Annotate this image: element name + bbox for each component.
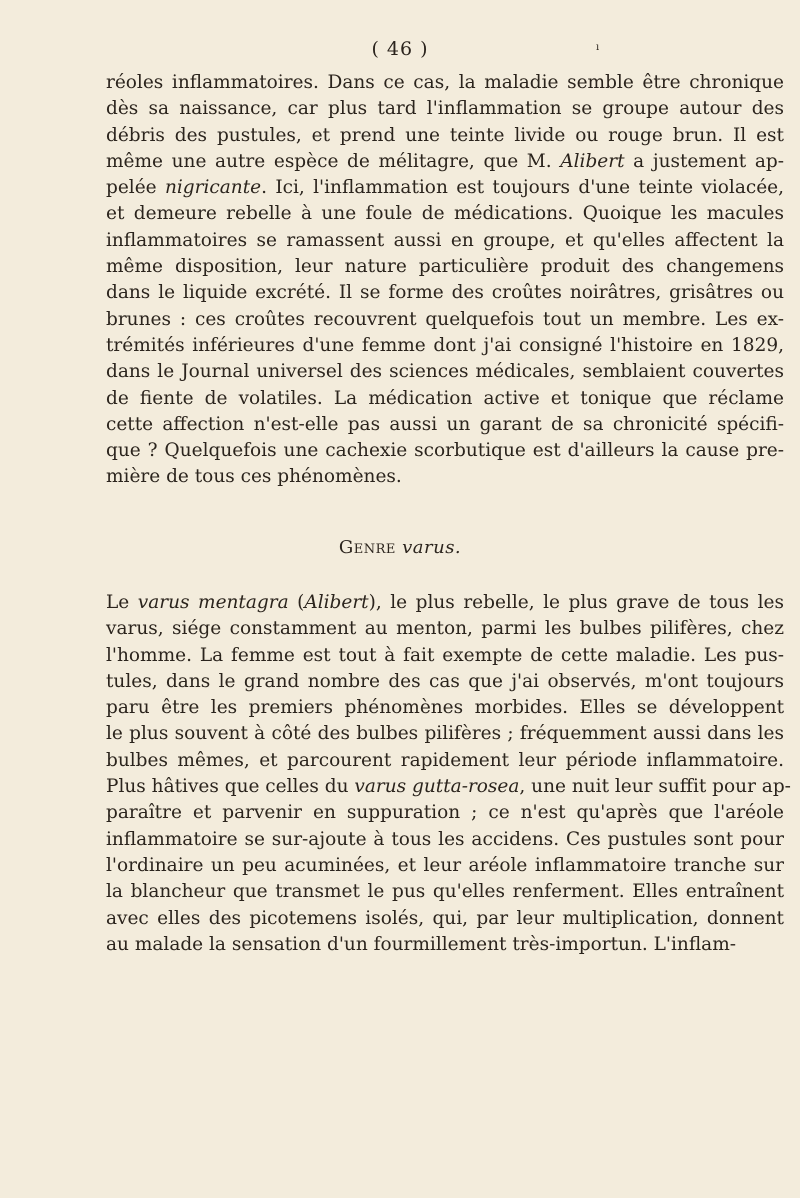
text-line: paru être les premiers phénomènes morbides. Elles se développent	[106, 697, 784, 719]
text-line: brunes : ces croûtes recouvrent quelquefois tout un membre. Les ex-	[106, 308, 784, 330]
heading-varus: varus.	[402, 537, 462, 558]
text-line: que ? Quelquefois une cachexie scorbutique est d'ailleurs la cause pre-	[106, 440, 784, 462]
section-heading-genre-varus	[0, 537, 800, 558]
text-line: inflammatoires se ramassent aussi en groupe, et qu'elles affectent la	[106, 229, 784, 251]
margin-mark: ı	[596, 42, 600, 53]
text-line: débris des pustules, et prend une teinte livide ou rouge brun. Il est	[106, 124, 784, 146]
text-line: de fiente de volatiles. La médication active et tonique que réclame	[106, 387, 784, 409]
text-line: réoles inflammatoires. Dans ce cas, la maladie semble être chronique	[106, 72, 784, 93]
text-line: varus, siége constamment au menton, parmi les bulbes pilifères, chez	[106, 618, 784, 640]
page-number: ( 46 )	[371, 38, 429, 60]
text-line: dès sa naissance, car plus tard l'inflammation se groupe autour des	[106, 98, 784, 120]
text-line: paraître et parvenir en suppuration ; ce n'est qu'après que l'aréole	[106, 802, 784, 824]
text-line: tules, dans le grand nombre des cas que j'ai observés, m'ont toujours	[106, 670, 784, 692]
text-line: avec elles des picotemens isolés, qui, par leur multiplication, donnent	[106, 907, 784, 929]
text-line: cette affection n'est-elle pas aussi un garant de sa chronicité spécifi-	[106, 413, 784, 435]
heading-genre: Genre	[338, 537, 396, 558]
text-line: Plus hâtives que celles du varus gutta-rosea, une nuit leur suffit pour ap-	[106, 776, 791, 798]
text-line: et demeure rebelle à une foule de médications. Quoique les macules	[106, 203, 784, 225]
text-line: bulbes mêmes, et parcourent rapidement leur période inflammatoire.	[106, 749, 784, 771]
text-line: pelée nigricante. Ici, l'inflammation est toujours d'une teinte violacée,	[106, 177, 784, 199]
text-line: même une autre espèce de mélitagre, que M. Alibert a justement ap-	[106, 150, 784, 172]
text-line: le plus souvent à côté des bulbes pilifères ; fréquemment aussi dans les	[106, 723, 784, 745]
text-line: la blancheur que transmet le pus qu'elles renferment. Elles entraînent	[106, 881, 784, 903]
paragraph-varus-mentagra	[106, 590, 791, 958]
text-line: l'ordinaire un peu acuminées, et leur aréole inflammatoire tranche sur	[106, 854, 784, 876]
text-line: au malade la sensation d'un fourmillement très-importun. L'inflam-	[106, 933, 736, 955]
text-line: trémités inférieures d'une femme dont j'ai consigné l'histoire en 1829,	[106, 334, 784, 356]
text-line: inflammatoire se sur-ajoute à tous les accidens. Ces pustules sont pour	[106, 828, 784, 850]
text-line: Le varus mentagra (Alibert), le plus rebelle, le plus grave de tous les	[106, 592, 784, 613]
text-line: dans le liquide excrété. Il se forme des croûtes noirâtres, grisâtres ou	[106, 282, 784, 304]
text-line: l'homme. La femme est tout à fait exempte de cette maladie. Les pus-	[106, 644, 784, 666]
paragraph-melitagre	[106, 70, 784, 491]
text-line: dans le Journal universel des sciences médicales, semblaient couvertes	[106, 361, 784, 383]
text-line: même disposition, leur nature particulière produit des changemens	[106, 256, 784, 278]
text-line: mière de tous ces phénomènes.	[106, 466, 402, 488]
